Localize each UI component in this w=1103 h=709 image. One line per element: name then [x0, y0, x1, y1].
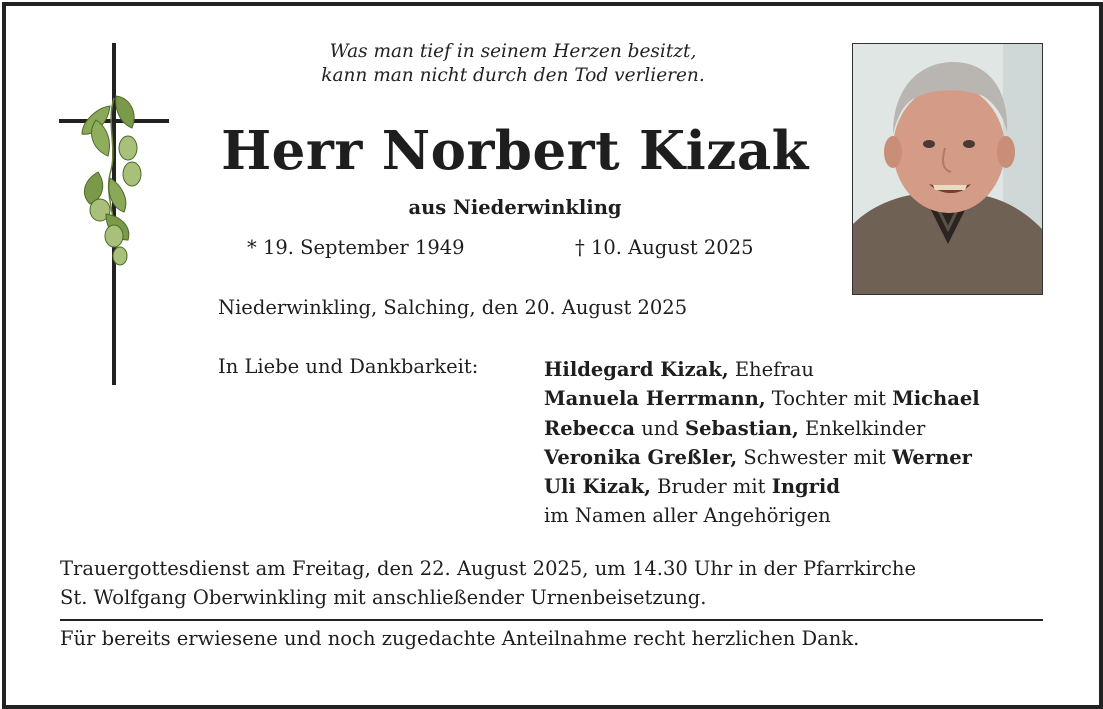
funeral-service-text [60, 554, 916, 612]
quote-line-1: Was man tief in seinem Herzen besitzt, [329, 41, 697, 62]
mourner-line: Uli Kizak, Bruder mit Ingrid [544, 475, 840, 499]
mourner-line: Manuela Herrmann, Tochter mit Michael [544, 387, 980, 411]
service-line-1: Trauergottesdienst am Freitag, den 22. August 2025, um 14.30 Uhr in der Pfarrkirche [60, 557, 917, 580]
mourner-line: Veronika Greßler, Schwester mit Werner [544, 445, 972, 469]
place-and-date: Niederwinkling, Salching, den 20. August 2025 [218, 296, 688, 319]
mourners-list [544, 355, 980, 531]
deceased-name: Herr Norbert Kizak [221, 120, 809, 182]
service-line-2: St. Wolfgang Oberwinkling mit anschließender Urnenbeisetzung. [60, 586, 707, 609]
mourner-line: im Namen aller Angehörigen [544, 504, 831, 528]
deceased-origin: aus Niederwinkling [408, 196, 622, 219]
birth-date: * 19. September 1949 [247, 236, 465, 259]
mourner-line: Hildegard Kizak, Ehefrau [544, 358, 814, 381]
thanks-text: Für bereits erwiesene und noch zugedachte Anteilnahme recht herzlichen Dank. [60, 627, 860, 650]
mourners-intro: In Liebe und Dankbarkeit: [218, 355, 479, 378]
divider [60, 619, 1043, 621]
portrait-photo [852, 43, 1043, 295]
portrait-illustration [853, 44, 1042, 294]
hops-vine-icon [76, 94, 156, 274]
death-date: † 10. August 2025 [575, 236, 754, 259]
mourner-line: Rebecca und Sebastian, Enkelkinder [544, 416, 926, 440]
quote-line-2: kann man nicht durch den Tod verlieren. [321, 65, 705, 86]
